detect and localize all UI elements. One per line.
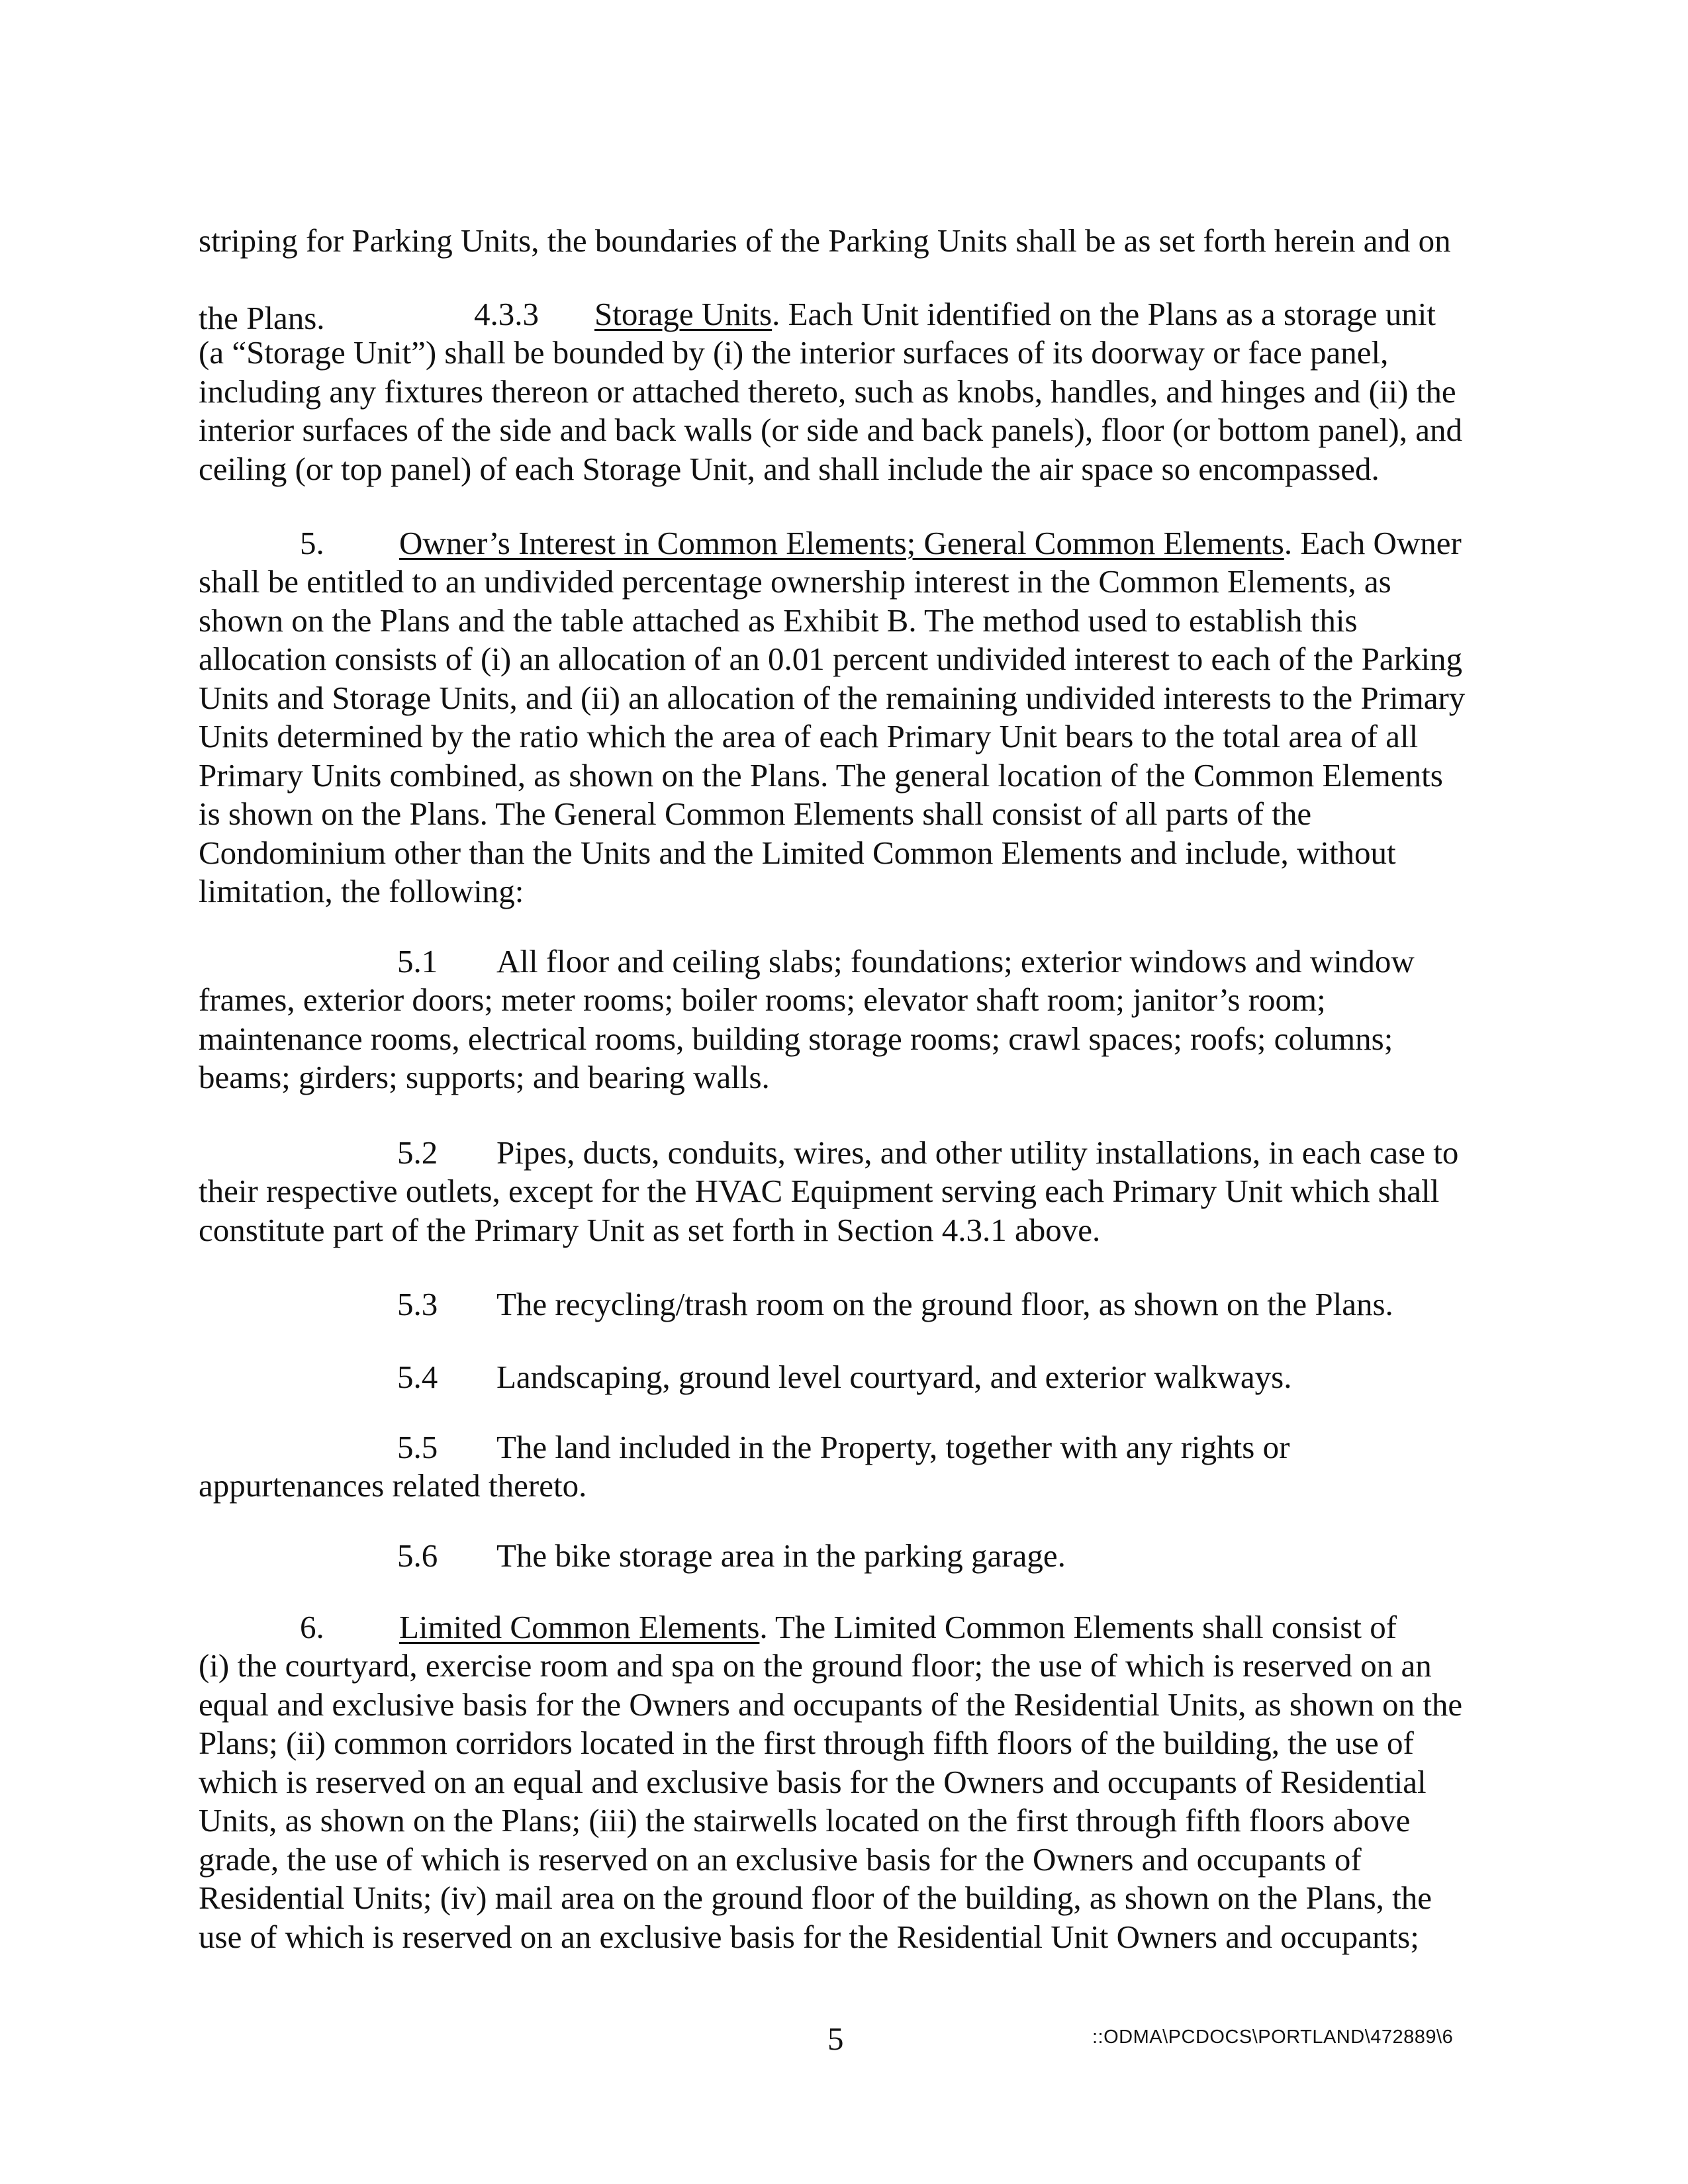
section-6-first-line: [300, 1608, 1397, 1647]
section-text: The recycling/trash room on the ground floor, as shown on the Plans.: [496, 1286, 1393, 1322]
section-5-1-first-line: [397, 942, 1415, 981]
section-first-line-text: . Each Unit identified on the Plans as a storage unit: [772, 296, 1436, 332]
section-first-line-text: All floor and ceiling slabs; foundations; exterior windows and window: [496, 943, 1415, 979]
section-heading: Owner’s Interest in Common Elements; General Common Elements: [399, 525, 1284, 561]
section-number: 5.4: [397, 1359, 438, 1395]
page-number: 5: [827, 2021, 844, 2057]
section-number: 6.: [300, 1609, 324, 1645]
section-number: 5.1: [397, 943, 438, 979]
section-5-3: [397, 1285, 1393, 1324]
section-number: 5.6: [397, 1537, 438, 1574]
document-path: ::ODMA\PCDOCS\PORTLAND\472889\6: [1092, 2026, 1454, 2048]
section-first-line-text: . The Limited Common Elements shall consist of: [759, 1609, 1397, 1645]
section-5-4: [397, 1358, 1291, 1397]
section-number: 5.5: [397, 1429, 438, 1465]
section-5-2-body: their respective outlets, except for the HVAC Equipment serving each Primary Unit which shall constitute part of the Primary Unit as set forth in Section 4.3.1 above.: [199, 1173, 1440, 1248]
section-5-6: [397, 1537, 1066, 1576]
intro-line-1: striping for Parking Units, the boundaries of the Parking Units shall be as set forth herein and on: [199, 222, 1451, 259]
section-first-line-text: Pipes, ducts, conduits, wires, and other utility installations, in each case to: [496, 1134, 1459, 1171]
section-first-line-text: . Each Owner: [1284, 525, 1462, 561]
section-5-1-body: frames, exterior doors; meter rooms; boiler rooms; elevator shaft room; janitor’s room; maintenance rooms, electrical rooms, building storage rooms; crawl spaces; roofs; columns; beams; girders; supports; and bearing walls.: [199, 981, 1393, 1095]
section-5-body: shall be entitled to an undivided percentage ownership interest in the Common Elements, as shown on the Plans and the table attached as Exhibit B. The method used to establish this allocation consists of (i) an allocation of an 0.01 percent undivided interest to each of the Parking Units and Storage Units, and (ii) an allocation of the remaining undivided interests to the Primary Units determined by the ratio which the area of each Primary Unit bears to the total area of all Primary Units combined, as shown on the Plans. The general location of the Common Elements is shown on the Plans. The General Common Elements shall consist of all parts of the Condominium other than the Units and the Limited Common Elements and include, without limitation, the following:: [199, 563, 1466, 909]
section-text: Landscaping, ground level courtyard, and exterior walkways.: [496, 1359, 1292, 1395]
section-5-2-first-line: [397, 1134, 1458, 1173]
section-5-5-body: appurtenances related thereto.: [199, 1467, 587, 1504]
section-number: 5.: [300, 525, 324, 561]
section-5-first-line: [300, 524, 1462, 563]
section-heading: Limited Common Elements: [399, 1609, 760, 1645]
intro-line-2: the Plans.: [199, 299, 325, 336]
section-6-body: (i) the courtyard, exercise room and spa on the ground floor; the use of which is reserved on an equal and exclusive basis for the Owners and occupants of the Residential Units, as shown on the Plans; (ii) common corridors located in the first through fifth floors of the building, the use of which is reserved on an equal and exclusive basis for the Owners and occupants of Residential Units, as shown on the Plans; (iii) the stairwells located on the first through fifth floors above grade, the use of which is reserved on an exclusive basis for the Owners and occupants of Residential Units; (iv) mail area on the ground floor of the building, as shown on the Plans, the use of which is reserved on an exclusive basis for the Residential Unit Owners and occupants;: [199, 1647, 1463, 1955]
section-number: 5.3: [397, 1286, 438, 1322]
section-heading: Storage Units: [594, 296, 773, 332]
section-4-3-3-body: (a “Storage Unit”) shall be bounded by (i) the interior surfaces of its doorway or face panel, including any fixtures thereon or attached thereto, such as knobs, handles, and hinges and (ii) the interior surfaces of the side and back walls (or side and back panels), floor (or bottom panel), and ceiling (or top panel) of each Storage Unit, and shall include the air space so encompassed.: [199, 334, 1462, 487]
section-4-3-3-first-line: [474, 295, 1436, 334]
section-5-5-first-line: [397, 1428, 1289, 1467]
section-number: 4.3.3: [474, 296, 539, 332]
section-first-line-text: The land included in the Property, together with any rights or: [496, 1429, 1290, 1465]
section-text: The bike storage area in the parking garage.: [496, 1537, 1066, 1574]
section-number: 5.2: [397, 1134, 438, 1171]
